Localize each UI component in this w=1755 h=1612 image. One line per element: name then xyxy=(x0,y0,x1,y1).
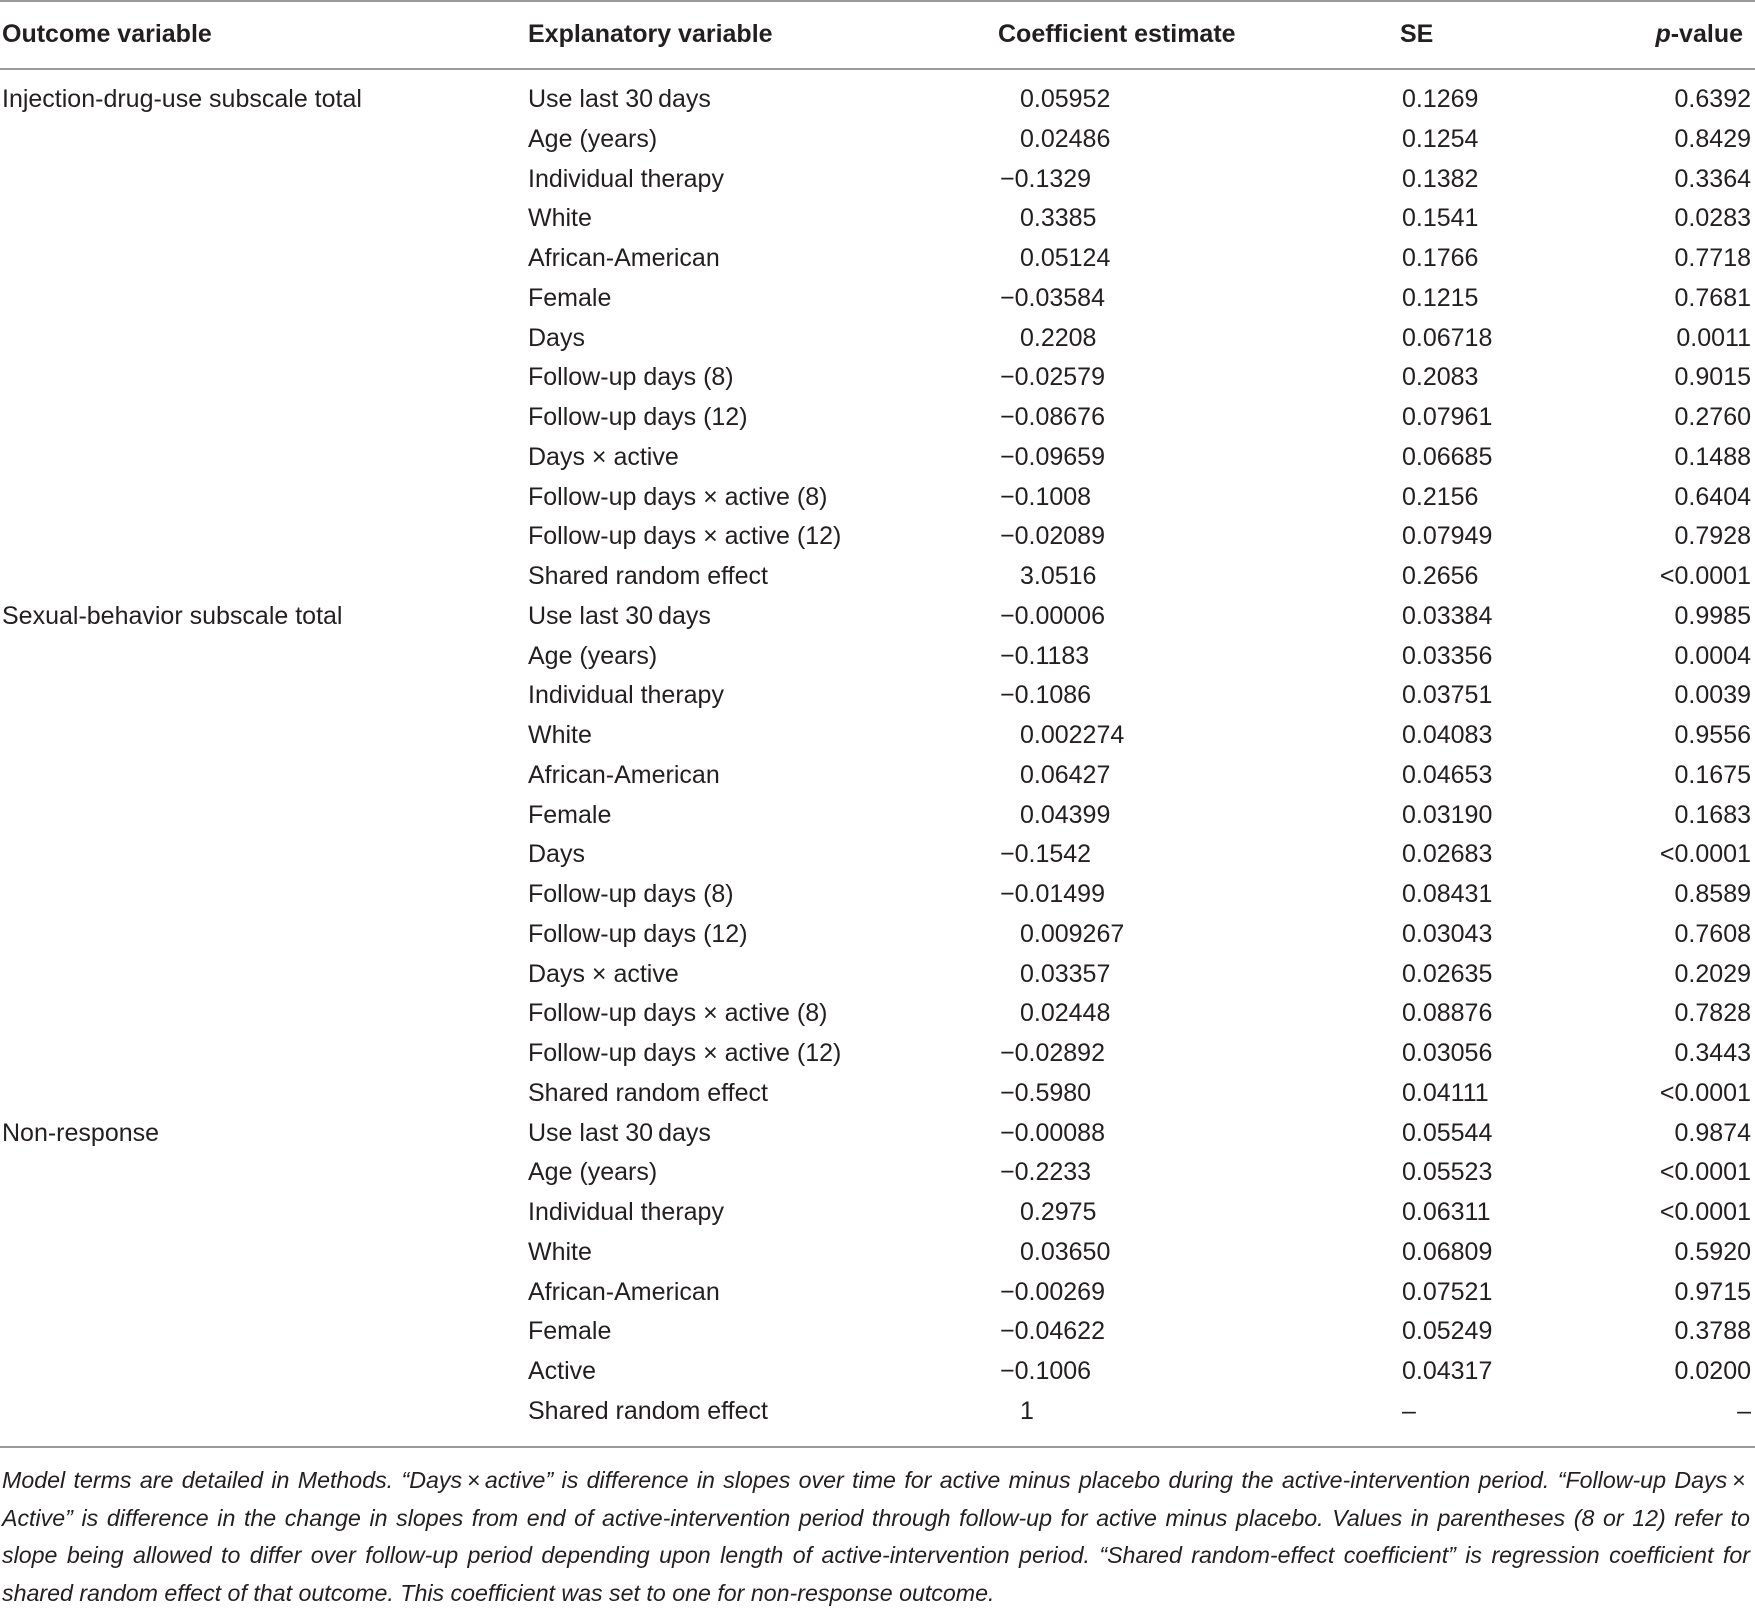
explanatory-cell: Use last 30 days xyxy=(528,1118,711,1147)
se-cell: 0.03043 xyxy=(1402,919,1493,948)
table-row xyxy=(0,875,1755,915)
coefficient-cell: 0.2208 xyxy=(1020,323,1097,352)
p-value-cell: 0.3364 xyxy=(1674,164,1751,193)
p-value-cell: 0.0283 xyxy=(1674,204,1751,233)
coefficient-cell: 0.02486 xyxy=(1020,124,1111,153)
explanatory-cell: Individual therapy xyxy=(528,681,724,710)
se-cell: 0.04111 xyxy=(1402,1078,1489,1107)
table-row xyxy=(0,676,1755,716)
table-row xyxy=(0,835,1755,875)
table-row xyxy=(0,517,1755,557)
header-p-suffix: -value xyxy=(1670,20,1743,48)
p-value-cell: 0.7608 xyxy=(1674,919,1751,948)
p-value-cell: – xyxy=(1737,1396,1751,1425)
explanatory-cell: Female xyxy=(528,800,612,829)
explanatory-cell: Follow-up days (12) xyxy=(528,919,748,948)
p-value-cell: 0.1488 xyxy=(1674,442,1751,471)
se-cell: 0.05523 xyxy=(1402,1158,1493,1187)
table-row xyxy=(0,358,1755,398)
p-value-cell: 0.2760 xyxy=(1674,403,1751,431)
coefficient-cell: 0.002274 xyxy=(1020,721,1125,749)
p-value-cell: 0.0039 xyxy=(1674,681,1751,710)
coefficient-cell: −0.09659 xyxy=(1000,442,1105,471)
table-row xyxy=(0,478,1755,518)
explanatory-cell: Age (years) xyxy=(528,641,658,670)
p-value-cell: 0.1683 xyxy=(1674,800,1751,829)
se-cell: 0.2656 xyxy=(1402,562,1479,590)
se-cell: 0.06809 xyxy=(1402,1237,1493,1266)
header-outcome-variable: Outcome variable xyxy=(2,20,212,48)
explanatory-cell: Follow-up days × active (12) xyxy=(528,1039,842,1067)
se-cell: – xyxy=(1402,1396,1416,1425)
se-cell: 0.03190 xyxy=(1402,800,1493,829)
explanatory-cell: African-American xyxy=(528,244,720,272)
se-cell: 0.03356 xyxy=(1402,641,1493,670)
coefficient-cell: −0.1086 xyxy=(1000,681,1092,710)
table-row xyxy=(0,120,1755,160)
table-row xyxy=(0,279,1755,319)
explanatory-cell: White xyxy=(528,204,592,233)
p-value-cell: 0.9985 xyxy=(1674,601,1751,630)
outcome-cell: Sexual-behavior subscale total xyxy=(2,601,343,630)
p-value-cell: 0.9556 xyxy=(1674,721,1751,749)
se-cell: 0.2083 xyxy=(1402,363,1479,392)
table-row xyxy=(0,398,1755,438)
coefficient-cell: 0.05952 xyxy=(1020,85,1111,113)
coefficient-cell: 3.0516 xyxy=(1020,562,1097,590)
coefficient-cell: −0.00088 xyxy=(1000,1118,1105,1147)
table-row xyxy=(0,319,1755,359)
explanatory-cell: Female xyxy=(528,283,612,312)
table-row xyxy=(0,994,1755,1034)
table-row xyxy=(0,1114,1755,1154)
explanatory-cell: Individual therapy xyxy=(528,164,724,193)
coefficient-cell: 0.2975 xyxy=(1020,1198,1097,1226)
p-value-cell: 0.3788 xyxy=(1674,1317,1751,1346)
table-row xyxy=(0,557,1755,597)
se-cell: 0.06685 xyxy=(1402,442,1493,471)
table-row xyxy=(0,637,1755,677)
table-footnote: Model terms are detailed in Methods. “Days × active” is difference in slopes over time for active minus placebo during the active-intervention period. “Follow-up Days × Active” is difference in the change in slopes from end of active-intervention period through follow-up for active minus placebo. Values in parentheses (8 or 12) refer to slope being allowed to differ over follow-up period depending upon length of active-intervention period. “Shared random-effect coefficient” is regression coefficient for shared random effect of that outcome. This coefficient was set to one for non-response outcome. xyxy=(2,1467,1750,1606)
table-row xyxy=(0,1392,1755,1432)
explanatory-cell: African-American xyxy=(528,760,720,789)
se-cell: 0.06718 xyxy=(1402,323,1493,352)
se-cell: 0.03056 xyxy=(1402,1039,1493,1067)
explanatory-cell: Individual therapy xyxy=(528,1198,724,1226)
p-value-cell: 0.6392 xyxy=(1674,85,1751,113)
coefficient-cell: −0.1329 xyxy=(1000,164,1092,193)
p-value-cell: <0.0001 xyxy=(1659,562,1751,590)
se-cell: 0.07961 xyxy=(1402,403,1493,431)
se-cell: 0.08876 xyxy=(1402,999,1493,1028)
coefficient-cell: 0.02448 xyxy=(1020,999,1111,1028)
se-cell: 0.08431 xyxy=(1402,880,1493,908)
p-value-cell: 0.7928 xyxy=(1674,522,1751,551)
coefficient-cell: −0.02892 xyxy=(1000,1039,1105,1067)
header-coefficient-estimate: Coefficient estimate xyxy=(998,20,1236,48)
p-value-cell: 0.9715 xyxy=(1674,1277,1751,1306)
coefficient-cell: −0.04622 xyxy=(1000,1317,1105,1346)
se-cell: 0.03384 xyxy=(1402,601,1493,630)
table-row xyxy=(0,597,1755,637)
coefficient-cell: −0.2233 xyxy=(1000,1158,1092,1187)
p-value-cell: 0.9874 xyxy=(1674,1118,1751,1147)
explanatory-cell: Shared random effect xyxy=(528,1078,768,1107)
coefficient-cell: 0.04399 xyxy=(1020,800,1111,829)
coefficient-cell: 0.3385 xyxy=(1020,204,1097,233)
se-cell: 0.05249 xyxy=(1402,1317,1493,1346)
explanatory-cell: African-American xyxy=(528,1277,720,1306)
se-cell: 0.1541 xyxy=(1402,204,1479,233)
coefficient-cell: 0.03650 xyxy=(1020,1237,1111,1266)
p-value-cell: 0.2029 xyxy=(1674,959,1751,988)
se-cell: 0.1215 xyxy=(1402,283,1479,312)
coefficient-cell: −0.1008 xyxy=(1000,482,1092,511)
header-se: SE xyxy=(1400,20,1434,48)
table-row xyxy=(0,1312,1755,1352)
coefficient-cell: −0.02579 xyxy=(1000,363,1105,392)
table-row xyxy=(0,1193,1755,1233)
explanatory-cell: Follow-up days × active (8) xyxy=(528,482,828,511)
coefficient-cell: 0.06427 xyxy=(1020,760,1111,789)
table-row xyxy=(0,199,1755,239)
se-cell: 0.1766 xyxy=(1402,244,1479,272)
table-header-rule xyxy=(0,68,1755,70)
coefficient-cell: 1 xyxy=(1020,1396,1034,1425)
explanatory-cell: Days × active xyxy=(528,959,679,988)
outcome-cell: Injection-drug-use subscale total xyxy=(2,85,362,113)
coefficient-cell: −0.00269 xyxy=(1000,1277,1105,1306)
se-cell: 0.07949 xyxy=(1402,522,1493,551)
table-row xyxy=(0,160,1755,200)
explanatory-cell: Days × active xyxy=(528,442,679,471)
explanatory-cell: Age (years) xyxy=(528,124,658,153)
se-cell: 0.07521 xyxy=(1402,1277,1493,1306)
header-explanatory-variable: Explanatory variable xyxy=(528,20,773,48)
coefficient-cell: −0.03584 xyxy=(1000,283,1105,312)
se-cell: 0.05544 xyxy=(1402,1118,1493,1147)
p-value-cell: 0.0200 xyxy=(1674,1357,1751,1385)
se-cell: 0.02683 xyxy=(1402,840,1493,869)
table-row xyxy=(0,1074,1755,1114)
table-row xyxy=(0,1352,1755,1392)
coefficient-cell: −0.5980 xyxy=(1000,1078,1092,1107)
header-p-italic: p xyxy=(1655,20,1671,48)
table-row xyxy=(0,716,1755,756)
explanatory-cell: Follow-up days × active (8) xyxy=(528,999,828,1028)
p-value-cell: 0.1675 xyxy=(1674,760,1751,789)
explanatory-cell: Days xyxy=(528,840,585,869)
p-value-cell: 0.7681 xyxy=(1674,283,1751,312)
table-row xyxy=(0,915,1755,955)
explanatory-cell: Follow-up days (12) xyxy=(528,403,748,431)
coefficient-cell: −0.01499 xyxy=(1000,880,1105,908)
outcome-cell: Non-response xyxy=(2,1118,160,1147)
coefficient-cell: −0.1542 xyxy=(1000,840,1092,869)
p-value-cell: 0.0004 xyxy=(1674,641,1751,670)
header-p-value xyxy=(1655,14,1743,54)
se-cell: 0.06311 xyxy=(1402,1198,1491,1226)
table-row xyxy=(0,796,1755,836)
p-value-cell: 0.8429 xyxy=(1674,124,1751,153)
explanatory-cell: White xyxy=(528,1237,592,1266)
se-cell: 0.2156 xyxy=(1402,482,1479,511)
table-row xyxy=(0,80,1755,120)
explanatory-cell: Use last 30 days xyxy=(528,85,711,113)
p-value-cell: <0.0001 xyxy=(1659,1198,1751,1226)
p-value-cell: 0.8589 xyxy=(1674,880,1751,908)
se-cell: 0.1382 xyxy=(1402,164,1479,193)
p-value-cell: 0.7828 xyxy=(1674,999,1751,1028)
table-row xyxy=(0,1153,1755,1193)
se-cell: 0.04083 xyxy=(1402,721,1493,749)
se-cell: 0.04317 xyxy=(1402,1357,1493,1385)
table-row xyxy=(0,438,1755,478)
explanatory-cell: Shared random effect xyxy=(528,562,768,590)
explanatory-cell: White xyxy=(528,721,592,749)
explanatory-cell: Active xyxy=(528,1357,597,1385)
coefficient-cell: −0.1006 xyxy=(1000,1357,1092,1385)
se-cell: 0.1269 xyxy=(1402,85,1479,113)
coefficient-cell: 0.03357 xyxy=(1020,959,1111,988)
coefficient-cell: −0.00006 xyxy=(1000,601,1105,630)
p-value-cell: 0.6404 xyxy=(1674,482,1751,511)
coefficient-cell: 0.05124 xyxy=(1020,244,1111,272)
se-cell: 0.1254 xyxy=(1402,124,1479,153)
se-cell: 0.03751 xyxy=(1402,681,1493,710)
p-value-cell: <0.0001 xyxy=(1659,1158,1751,1187)
table-body xyxy=(0,80,1755,1432)
table-row xyxy=(0,756,1755,796)
table-row xyxy=(0,1233,1755,1273)
explanatory-cell: Follow-up days × active (12) xyxy=(528,522,842,551)
explanatory-cell: Female xyxy=(528,1317,612,1346)
p-value-cell: 0.0011 xyxy=(1676,323,1751,352)
coefficient-cell: 0.009267 xyxy=(1020,919,1125,948)
explanatory-cell: Use last 30 days xyxy=(528,601,711,630)
coefficient-cell: −0.02089 xyxy=(1000,522,1105,551)
p-value-cell: 0.3443 xyxy=(1674,1039,1751,1067)
p-value-cell: <0.0001 xyxy=(1659,840,1751,869)
explanatory-cell: Age (years) xyxy=(528,1158,658,1187)
p-value-cell: <0.0001 xyxy=(1659,1078,1751,1107)
table-row xyxy=(0,239,1755,279)
se-cell: 0.02635 xyxy=(1402,959,1493,988)
table-bottom-rule xyxy=(0,1446,1755,1448)
p-value-cell: 0.9015 xyxy=(1674,363,1751,392)
explanatory-cell: Days xyxy=(528,323,585,352)
table-row xyxy=(0,1273,1755,1313)
p-value-cell: 0.7718 xyxy=(1674,244,1751,272)
coefficient-cell: −0.1183 xyxy=(1000,641,1090,670)
p-value-cell: 0.5920 xyxy=(1674,1237,1751,1266)
coefficient-cell: −0.08676 xyxy=(1000,403,1105,431)
table-row xyxy=(0,955,1755,995)
explanatory-cell: Follow-up days (8) xyxy=(528,363,734,392)
table-top-rule xyxy=(0,0,1755,2)
se-cell: 0.04653 xyxy=(1402,760,1493,789)
explanatory-cell: Follow-up days (8) xyxy=(528,880,734,908)
table-row xyxy=(0,1034,1755,1074)
explanatory-cell: Shared random effect xyxy=(528,1396,768,1425)
